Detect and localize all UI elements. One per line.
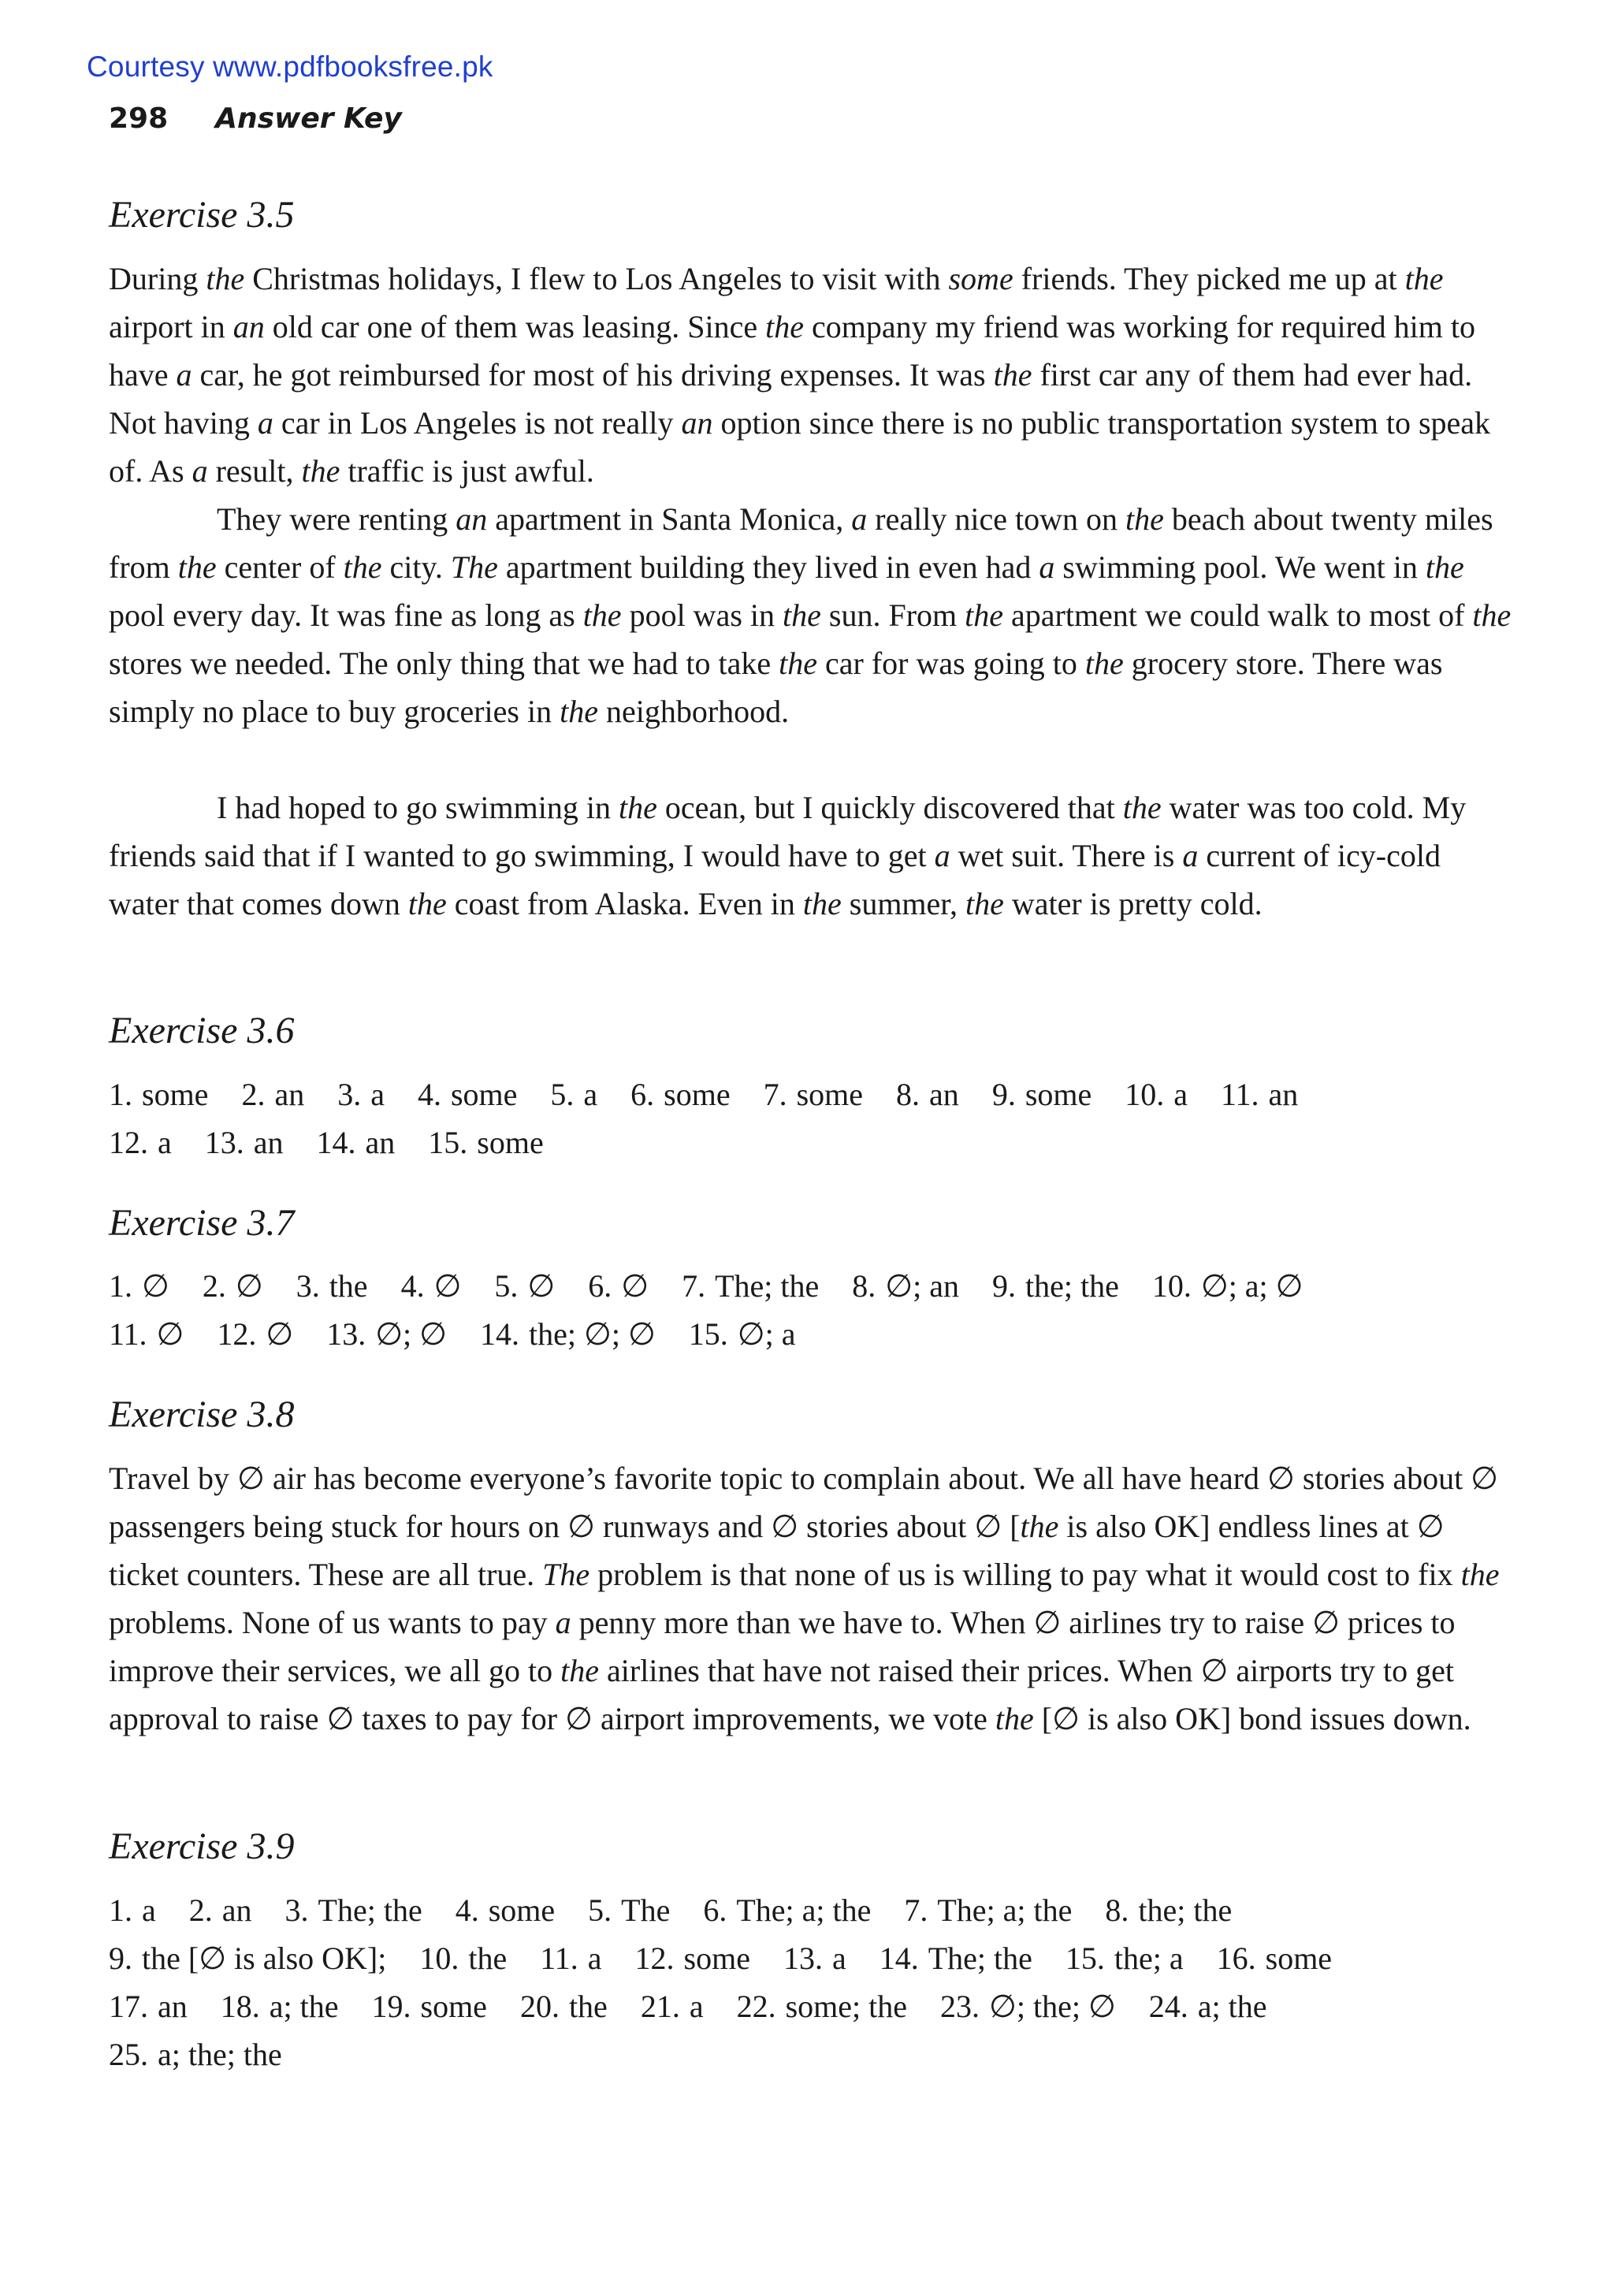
text-run: old car one of them was leasing. Since (264, 309, 766, 344)
text-run: coast from Alaska. Even in (446, 886, 803, 921)
text-run: apartment building they lived in even had (497, 549, 1039, 585)
answer-item (550, 1070, 597, 1118)
answer-value: The; a; the (937, 1892, 1073, 1928)
exercise-3-7-answers (109, 1262, 1512, 1358)
answer-line (109, 2030, 1512, 2078)
answer-number: 9. (109, 1941, 132, 1976)
text-run: car for was going to (817, 646, 1085, 681)
answer-item (896, 1070, 959, 1118)
answer-value: ∅ (266, 1316, 294, 1352)
answer-value: some (683, 1941, 750, 1976)
answer-number: 1. (109, 1268, 132, 1304)
answer-item (109, 1262, 169, 1310)
answer-value: a; the; the (158, 2037, 282, 2072)
exercise-3-5-paragraph-3 (109, 783, 1512, 928)
answer-value: some (664, 1077, 731, 1112)
answer-item (1221, 1070, 1298, 1118)
article-word: a (555, 1605, 571, 1640)
answer-number: 5. (494, 1268, 519, 1304)
article-word: The (450, 549, 498, 585)
answer-item (109, 1070, 208, 1118)
exercise-3-8-paragraph (109, 1454, 1512, 1743)
answer-item (456, 1886, 555, 1934)
answer-value: an (929, 1077, 959, 1112)
exercise-3-5-paragraph-2 (109, 495, 1512, 735)
answer-number: 20. (519, 1989, 560, 2024)
article-word: the (407, 886, 447, 921)
answer-value: a; the (1197, 1989, 1267, 2024)
text-run: ocean, but I quickly discovered that (656, 790, 1123, 825)
article-word: the (1122, 790, 1162, 825)
answer-item (588, 1262, 649, 1310)
text-run: is also OK] endless lines at ∅ ticket counters. These are all true. (109, 1509, 1445, 1592)
answer-item (205, 1118, 284, 1167)
courtesy-link[interactable]: Courtesy www.pdfbooksfree.pk (87, 50, 493, 83)
answer-number: 19. (371, 1989, 411, 2024)
answer-number: 9. (991, 1268, 1016, 1304)
text-run: problem is that none of us is willing to pay what it would cost to fix (589, 1557, 1461, 1592)
text-run: During (109, 261, 206, 296)
answer-value: the [∅ is also OK]; (142, 1941, 387, 1976)
answer-value: ∅ (621, 1268, 649, 1304)
answer-value: a (689, 1989, 704, 2024)
answer-item (109, 1118, 172, 1167)
answer-value: an (365, 1125, 396, 1160)
answer-value: some (1025, 1077, 1092, 1112)
answer-number: 13. (326, 1316, 366, 1352)
text-run: car in Los Angeles is not really (273, 405, 682, 441)
answer-number: 12. (109, 1125, 148, 1160)
text-run: center of (216, 549, 344, 585)
article-word: a (192, 453, 208, 489)
answer-value: some (796, 1077, 864, 1112)
article-word: the (206, 261, 245, 296)
answer-item (109, 1886, 156, 1934)
answer-item (109, 2030, 282, 2078)
answer-value: The; a; the (736, 1892, 872, 1928)
answer-number: 15. (688, 1316, 728, 1352)
answer-value: a (831, 1941, 846, 1976)
exercise-3-9-answers (109, 1886, 1512, 2078)
answer-line (109, 1070, 1512, 1118)
answer-item (109, 1982, 188, 2030)
answer-item (109, 1934, 386, 1982)
answer-item (428, 1118, 543, 1167)
text-run: I had hoped to go swimming in (217, 790, 619, 825)
answer-item (904, 1886, 1072, 1934)
text-run: beach about twenty miles from (109, 501, 1493, 585)
answer-item (1105, 1886, 1232, 1934)
answer-line (109, 1310, 1512, 1358)
text-run: water was too cold. My friends said that if I wanted to go swimming, I would have to get (109, 790, 1467, 873)
running-head (109, 102, 402, 135)
article-word: the (802, 886, 842, 921)
article-word: the (177, 549, 217, 585)
answer-value: ∅ (156, 1316, 184, 1352)
answer-number: 11. (1221, 1077, 1259, 1112)
answer-item (372, 1982, 487, 2030)
answer-value: ∅; ∅ (375, 1316, 448, 1352)
article-word: an (681, 405, 713, 441)
answer-item (494, 1262, 555, 1310)
article-word: the (965, 886, 1004, 921)
answer-value: the; the (1025, 1268, 1119, 1304)
text-run: current of icy-cold water that comes down (109, 838, 1441, 921)
answer-item (1217, 1934, 1332, 1982)
answer-item (588, 1886, 670, 1934)
article-word: a (176, 357, 192, 393)
article-word: an (232, 309, 265, 344)
text-run: sun. From (820, 597, 965, 633)
answer-number: 17. (109, 1989, 148, 2024)
answer-value: a (587, 1941, 602, 1976)
answer-item (109, 1310, 184, 1358)
text-run: Christmas holidays, I flew to Los Angeles to visit with (244, 261, 949, 296)
text-run: airlines that have not raised their prices. When ∅ airports try to get approval to raise ∅ taxes to pay for ∅ airport improvements, we vote (109, 1653, 1454, 1736)
answer-item (520, 1982, 608, 2030)
article-word: the (1425, 549, 1464, 585)
answer-number: 8. (1105, 1892, 1129, 1928)
text-run: grocery store. There was simply no place to buy groceries in (109, 646, 1443, 729)
answer-item (326, 1310, 447, 1358)
answer-number: 5. (588, 1892, 612, 1928)
answer-line (109, 1934, 1512, 1982)
answer-item (880, 1934, 1032, 1982)
answer-line (109, 1262, 1512, 1310)
answer-item (630, 1070, 730, 1118)
answer-value: ∅ (235, 1268, 263, 1304)
section-title: Answer Key (215, 102, 402, 135)
answer-item (189, 1886, 252, 1934)
answer-number: 10. (1151, 1268, 1192, 1304)
answer-value: an (253, 1125, 284, 1160)
text-run: stores we needed. The only thing that we had to take (109, 646, 779, 681)
answer-number: 3. (337, 1077, 362, 1112)
answer-value: some (1265, 1941, 1333, 1976)
answer-value: an (221, 1892, 252, 1928)
exercise-3-9-heading: Exercise 3.9 (109, 1825, 295, 1867)
answer-value: an (274, 1077, 305, 1112)
answer-number: 6. (630, 1077, 655, 1112)
answer-item (703, 1886, 871, 1934)
answer-number: 16. (1216, 1941, 1256, 1976)
answer-value: a; the (269, 1989, 339, 2024)
article-word: the (1404, 261, 1444, 296)
article-word: the (995, 1701, 1034, 1736)
article-word: the (1125, 501, 1164, 537)
article-word: the (560, 694, 598, 729)
exercise-3-7-heading: Exercise 3.7 (109, 1202, 295, 1244)
text-run: option since there is no public transportation system to speak of. As (109, 405, 1491, 489)
article-word: the (343, 549, 382, 585)
answer-item (296, 1262, 368, 1310)
answer-number: 2. (202, 1268, 226, 1304)
exercise-3-6-heading: Exercise 3.6 (109, 1010, 295, 1051)
answer-number: 23. (940, 1989, 980, 2024)
article-word: the (1084, 646, 1124, 681)
answer-number: 7. (682, 1268, 706, 1304)
answer-number: 3. (296, 1268, 320, 1304)
answer-number: 12. (634, 1941, 675, 1976)
article-word: the (1460, 1557, 1500, 1592)
text-run: result, (207, 453, 302, 489)
answer-value: some (450, 1077, 518, 1112)
answer-item (992, 1070, 1091, 1118)
answer-item (641, 1982, 704, 2030)
answer-item (992, 1262, 1119, 1310)
article-word: The (542, 1557, 590, 1592)
answer-value: The; the (928, 1941, 1032, 1976)
text-run: pool was in (621, 597, 783, 633)
answer-number: 6. (588, 1268, 612, 1304)
article-word: the (779, 646, 818, 681)
answer-value: a (583, 1077, 598, 1112)
article-word: the (301, 453, 340, 489)
text-run: neighborhood. (597, 694, 790, 729)
article-word: some (948, 261, 1013, 296)
answer-number: 7. (904, 1892, 928, 1928)
article-word: a (257, 405, 273, 441)
answer-value: ∅ (433, 1268, 462, 1304)
answer-number: 11. (109, 1316, 147, 1352)
text-run: They were renting (217, 501, 456, 537)
answer-item (221, 1982, 339, 2030)
answer-number: 15. (428, 1125, 468, 1160)
exercise-3-8-heading: Exercise 3.8 (109, 1394, 295, 1435)
answer-number: 5. (550, 1077, 575, 1112)
answer-value: an (1268, 1077, 1299, 1112)
answer-item (540, 1934, 601, 1982)
answer-value: a (1173, 1077, 1188, 1112)
text-run: [∅ is also OK] bond issues down. (1033, 1701, 1471, 1736)
article-word: a (1039, 549, 1055, 585)
answer-item (689, 1310, 796, 1358)
answer-number: 7. (763, 1077, 787, 1112)
text-run: traffic is just awful. (340, 453, 594, 489)
answer-value: ∅; an (885, 1268, 959, 1304)
answer-number: 22. (736, 1989, 776, 2024)
text-run: company my friend was working for required him to have (109, 309, 1475, 393)
text-run: pool every day. It was fine as long as (109, 597, 583, 633)
answer-value: ∅; a; ∅ (1200, 1268, 1303, 1304)
answer-item (737, 1982, 907, 2030)
answer-item (217, 1310, 293, 1358)
answer-number: 12. (217, 1316, 257, 1352)
answer-number: 15. (1065, 1941, 1105, 1976)
text-run: friends. They picked me up at (1013, 261, 1405, 296)
answer-value: some (477, 1125, 544, 1160)
answer-item (635, 1934, 750, 1982)
answer-item (1065, 1934, 1184, 1982)
answer-number: 4. (417, 1077, 441, 1112)
article-word: the (560, 1653, 600, 1688)
article-word: the (1472, 597, 1512, 633)
text-run: really nice town on (867, 501, 1125, 537)
text-run: first car any of them had ever had. Not having (109, 357, 1473, 441)
exercise-3-5-paragraph-1 (109, 255, 1512, 495)
answer-item (401, 1262, 462, 1310)
answer-number: 4. (400, 1268, 425, 1304)
text-run: Travel by ∅ air has become everyone’s favorite topic to complain about. We all have heard ∅ stories about ∅ passengers being stuck for hours on ∅ runways and ∅ stories about ∅ [ (109, 1461, 1499, 1544)
answer-value: some (142, 1077, 209, 1112)
answer-number: 13. (783, 1941, 823, 1976)
answer-value: some (488, 1892, 556, 1928)
answer-value: The; the (318, 1892, 422, 1928)
answer-number: 1. (109, 1892, 132, 1928)
answer-item (783, 1934, 846, 1982)
answer-value: a (158, 1125, 172, 1160)
answer-item (317, 1118, 396, 1167)
answer-item (241, 1070, 304, 1118)
answer-line (109, 1886, 1512, 1934)
answer-item (480, 1310, 656, 1358)
article-word: the (993, 357, 1032, 393)
answer-value: some; the (785, 1989, 907, 2024)
answer-number: 8. (896, 1077, 920, 1112)
answer-number: 8. (852, 1268, 876, 1304)
answer-item (419, 1934, 507, 1982)
answer-item (940, 1982, 1116, 2030)
answer-item (852, 1262, 959, 1310)
answer-value: the; a (1114, 1941, 1184, 1976)
text-run: airport in (109, 309, 233, 344)
answer-number: 2. (188, 1892, 213, 1928)
article-word: the (965, 597, 1003, 633)
answer-value: the; ∅; ∅ (529, 1316, 656, 1352)
answer-value: an (158, 1989, 188, 2024)
answer-number: 10. (1125, 1077, 1165, 1112)
article-word: the (765, 309, 804, 344)
answer-number: 13. (204, 1125, 244, 1160)
answer-value: The; the (715, 1268, 820, 1304)
answer-item (203, 1262, 263, 1310)
answer-number: 14. (480, 1316, 520, 1352)
answer-value: the (329, 1268, 368, 1304)
page-number: 298 (109, 102, 169, 135)
exercise-3-6-answers (109, 1070, 1512, 1167)
answer-item (1149, 1982, 1267, 2030)
article-word: the (582, 597, 622, 633)
article-word: the (1020, 1509, 1059, 1544)
article-word: a (934, 838, 950, 873)
answer-item (1152, 1262, 1303, 1310)
article-word: a (1182, 838, 1199, 873)
text-run: city. (381, 549, 451, 585)
answer-value: ∅ (142, 1268, 169, 1304)
text-run: water is pretty cold. (1003, 886, 1263, 921)
answer-item (764, 1070, 863, 1118)
text-run: penny more than we have to. When ∅ airlines try to raise ∅ prices to improve their services, we all go to (109, 1605, 1456, 1688)
answer-value: ∅ (527, 1268, 556, 1304)
text-run: car, he got reimbursed for most of his driving expenses. It was (192, 357, 994, 393)
answer-number: 25. (109, 2037, 148, 2072)
answer-value: The (621, 1892, 671, 1928)
article-word: an (456, 501, 488, 537)
answer-number: 21. (640, 1989, 680, 2024)
article-word: the (783, 597, 821, 633)
answer-value: a (142, 1892, 156, 1928)
answer-value: the; the (1138, 1892, 1233, 1928)
answer-item (418, 1070, 517, 1118)
answer-value: some (420, 1989, 487, 2024)
answer-number: 6. (703, 1892, 727, 1928)
answer-number: 24. (1148, 1989, 1188, 2024)
text-run: problems. None of us wants to pay (109, 1605, 556, 1640)
answer-value: ∅; a (737, 1316, 796, 1352)
answer-line (109, 1118, 1512, 1167)
text-run: swimming pool. We went in (1054, 549, 1426, 585)
answer-value: the (568, 1989, 608, 2024)
text-run: summer, (841, 886, 966, 921)
answer-value: the (468, 1941, 508, 1976)
answer-number: 14. (879, 1941, 919, 1976)
answer-number: 11. (540, 1941, 578, 1976)
answer-value: a (370, 1077, 385, 1112)
answer-item (682, 1262, 819, 1310)
answer-line (109, 1982, 1512, 2030)
answer-number: 1. (109, 1077, 132, 1112)
article-word: the (618, 790, 657, 825)
text-run: wet suit. There is (950, 838, 1183, 873)
exercise-3-5-heading: Exercise 3.5 (109, 194, 295, 236)
answer-number: 10. (419, 1941, 459, 1976)
answer-number: 18. (220, 1989, 260, 2024)
answer-number: 2. (241, 1077, 266, 1112)
article-word: a (851, 501, 868, 537)
answer-number: 14. (316, 1125, 356, 1160)
answer-number: 9. (991, 1077, 1016, 1112)
answer-value: ∅; the; ∅ (989, 1989, 1116, 2024)
answer-item (337, 1070, 385, 1118)
answer-number: 3. (284, 1892, 309, 1928)
text-run: apartment we could walk to most of (1003, 597, 1473, 633)
answer-item (285, 1886, 422, 1934)
answer-number: 4. (455, 1892, 479, 1928)
answer-item (1125, 1070, 1188, 1118)
text-run: apartment in Santa Monica, (487, 501, 852, 537)
